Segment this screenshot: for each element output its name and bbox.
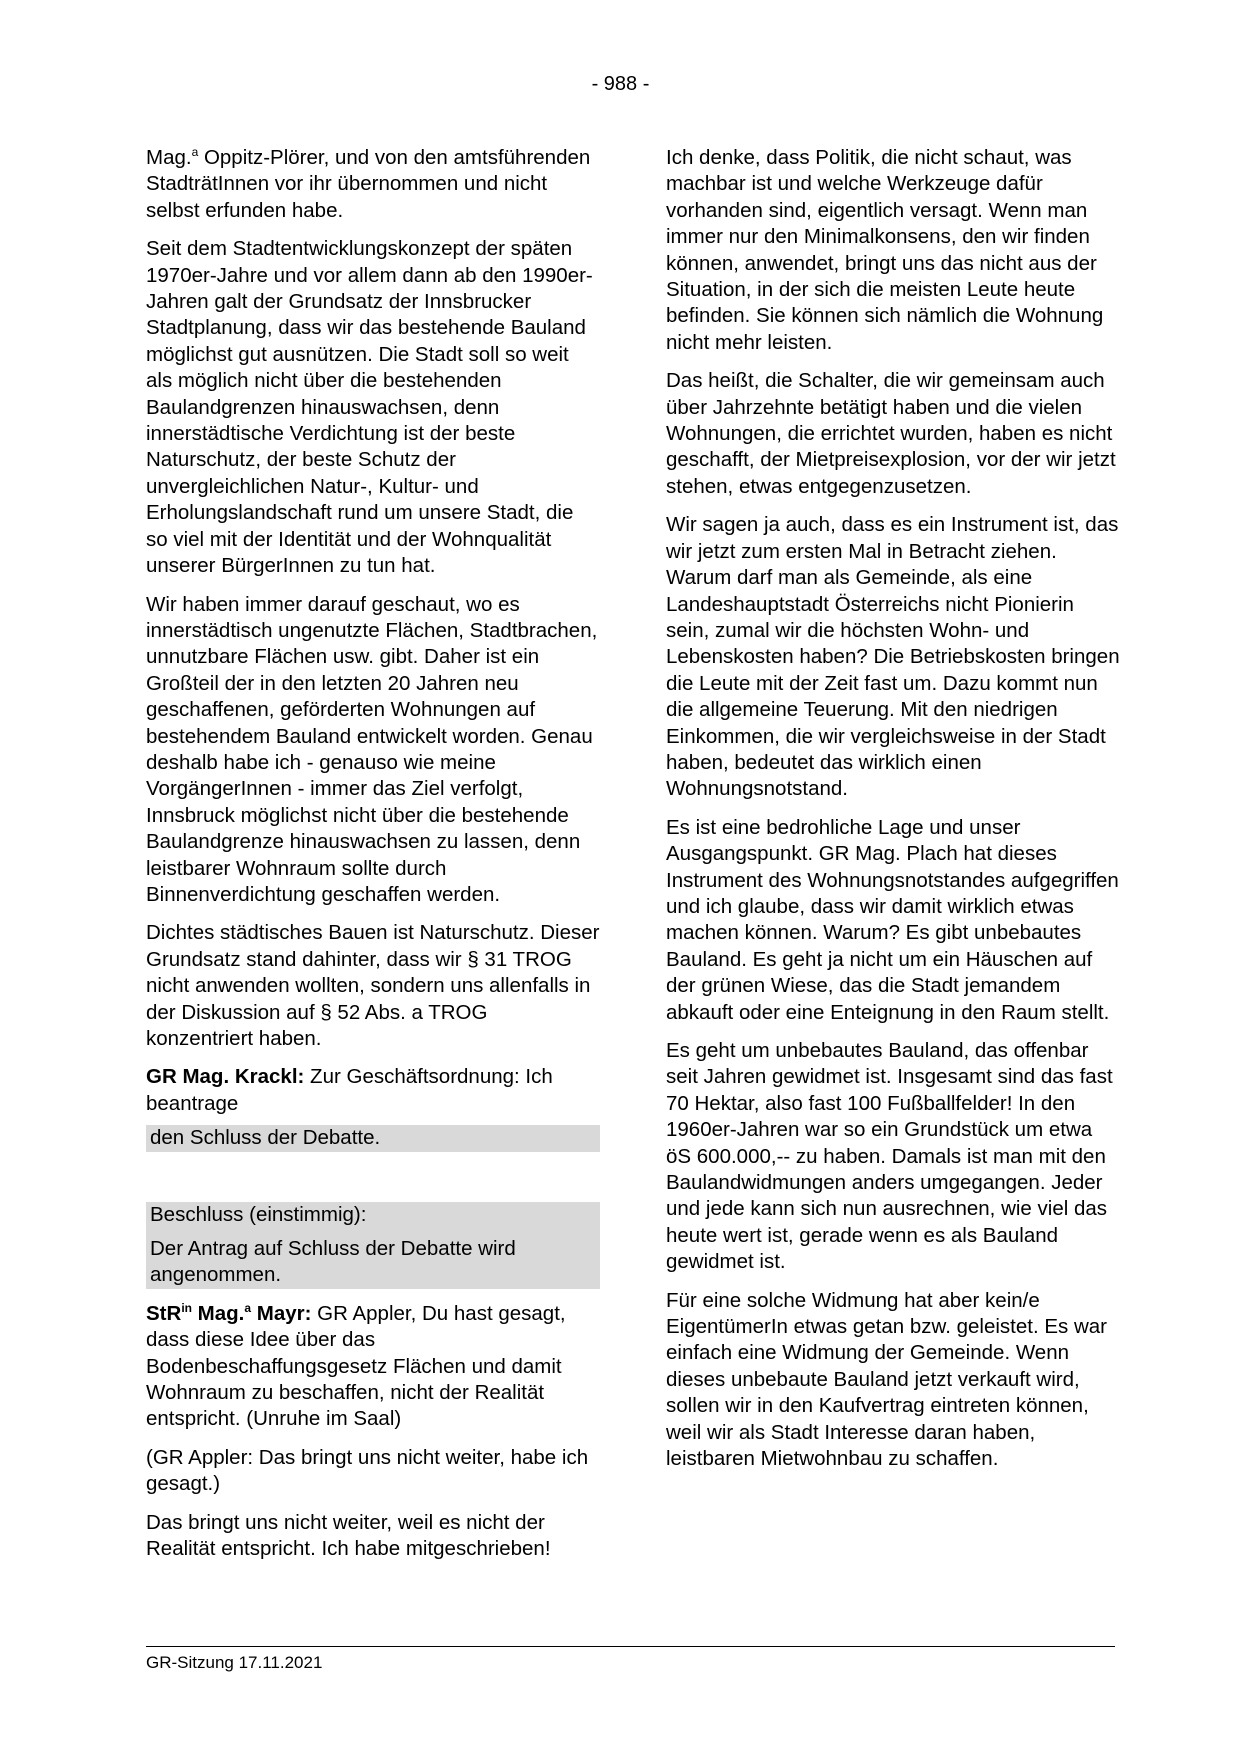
left-column — [146, 145, 600, 1575]
paragraph: Ich denke, dass Politik, die nicht schaut, was machbar ist und welche Werkzeuge dafür vorhanden sind, eigentlich versagt. Wenn man immer nur den Minimalkonsens, den wir finden können, anwendet, bringt uns das nicht aus der Situation, in der sich die meisten Leute heute befinden. Sie können sich nämlich die Wohnung nicht mehr leisten. — [666, 146, 1104, 354]
paragraph: Seit dem Stadtentwicklungskonzept der späten 1970er-Jahre und vor allem dann ab den 1990er-Jahren galt der Grundsatz der Innsbrucker Stadtplanung, dass wir das bestehende Bauland möglichst gut ausnützen. Die Stadt soll so weit als möglich nicht über die bestehenden Baulandgrenzen hinauswachsen, denn innerstädtische Verdichtung ist der beste Naturschutz, der beste Schutz der unvergleichlichen Natur-, Kultur- und Erholungslandschaft rund um unsere Stadt, die so viel mit der Identität und der Wohnqualität unserer BürgerInnen zu tun hat. — [146, 237, 593, 578]
resolution-text: Der Antrag auf Schluss der Debatte wird angenommen. — [146, 1236, 600, 1289]
speaker-name: StR$^{in}$ Mag.$^a$ Mayr: — [146, 1300, 312, 1325]
paragraph: Das bringt uns nicht weiter, weil es nicht der Realität entspricht. Ich habe mitgeschrieben! — [146, 1510, 551, 1561]
paragraph: Es ist eine bedrohliche Lage und unser Ausgangspunkt. GR Mag. Plach hat dieses Instrument des Wohnungsnotstandes aufgegriffen und ich glaube, dass wir damit wirklich etwas machen können. Warum? Es gibt unbebautes Bauland. Es geht ja nicht um ein Häuschen auf der grünen Wiese, das die Stadt jemandem abkauft oder eine Enteignung in den Raum stellt. — [666, 815, 1119, 1024]
speaker-name: GR Mag. Krackl: — [146, 1065, 305, 1089]
paragraph: GR Mag. Krackl: Zur Geschäftsordnung: Ich beantrage — [146, 1065, 553, 1115]
page-number: - 988 - — [591, 73, 650, 95]
motion-text: den Schluss der Debatte. — [146, 1125, 600, 1151]
footer-divider — [146, 1646, 1115, 1647]
paragraph: (GR Appler: Das bringt uns nicht weiter, habe ich gesagt.) — [146, 1445, 589, 1496]
paragraph: Wir haben immer darauf geschaut, wo es innerstädtisch ungenutzte Flächen, Stadtbrachen, unnutzbare Flächen usw. gibt. Daher ist ein Großteil der in den letzten 20 Jahren neu geschaffenen, geförderten Wohnungen auf bestehendem Bauland entwickelt worden. Genau deshalb habe ich - genauso wie meine VorgängerInnen - immer das Ziel verfolgt, Innsbruck möglichst nicht über die bestehende Baulandgrenze hinauswachsen zu lassen, denn leistbarer Wohnraum sollte durch Binnenverdichtung geschaffen werden. — [146, 592, 598, 906]
paragraph: StR$^{in}$ Mag.$^a$ Mayr: GR Appler, Du hast gesagt, dass diese Idee über das Bodenbeschaffungsgesetz Flächen und damit Wohnraum zu beschaffen, nicht der Realität entspricht. (Unruhe im Saal) — [146, 1300, 566, 1431]
footer-session-date: GR-Sitzung 17.11.2021 — [146, 1653, 323, 1672]
resolution-heading: Beschluss (einstimmig): — [146, 1202, 600, 1236]
paragraph: Wir sagen ja auch, dass es ein Instrument ist, das wir jetzt zum ersten Mal in Betracht ziehen. Warum darf man als Gemeinde, als eine Landeshauptstadt Österreichs nicht Pionierin sein, zumal wir die höchsten Wohn- und Lebenskosten haben? Die Betriebskosten bringen die Leute mit der Zeit fast um. Dazu kommt nun die allgemeine Teuerung. Mit den niedrigen Einkommen, die wir vergleichsweise in der Stadt haben, bedeutet das wirklich einen Wohnungsnotstand. — [666, 513, 1120, 801]
paragraph: Es geht um unbebautes Bauland, das offenbar seit Jahren gewidmet ist. Insgesamt sind das fast 70 Hektar, also fast 100 Fußballfelder! In den 1960er-Jahren war so ein Grundstück um etwa öS 600.000,-- zu haben. Damals ist man mit den Baulandwidmungen anders umgegangen. Jeder und jede kann sich nun ausrechnen, wie viel das heute wert ist, gerade wenn es als Bauland gewidmet ist. — [666, 1039, 1113, 1274]
paragraph: Das heißt, die Schalter, die wir gemeinsam auch über Jahrzehnte betätigt haben und die vielen Wohnungen, die errichtet wurden, haben es nicht geschafft, der Mietpreisexplosion, vor der wir jetzt stehen, etwas entgegenzusetzen. — [666, 369, 1116, 498]
paragraph: Mag.$^a$ Oppitz-Plörer, und von den amtsführenden StadträtInnen vor ihr übernommen und nicht selbst erfunden habe. — [146, 145, 591, 222]
paragraph: Dichtes städtisches Bauen ist Naturschutz. Dieser Grundsatz stand dahinter, dass wir § 31 TROG nicht anwenden wollten, sondern uns allenfalls in der Diskussion auf § 52 Abs. a TROG konzentriert haben. — [146, 921, 600, 1050]
paragraph: Für eine solche Widmung hat aber kein/e EigentümerIn etwas getan bzw. geleistet. Es war einfach eine Widmung der Gemeinde. Wenn dieses unbebaute Bauland jetzt verkauft wird, sollen wir in den Kaufvertrag eintreten können, weil wir als Stadt Interesse daran haben, leistbaren Mietwohnbau zu schaffen. — [666, 1288, 1107, 1471]
right-column — [666, 145, 1120, 1485]
